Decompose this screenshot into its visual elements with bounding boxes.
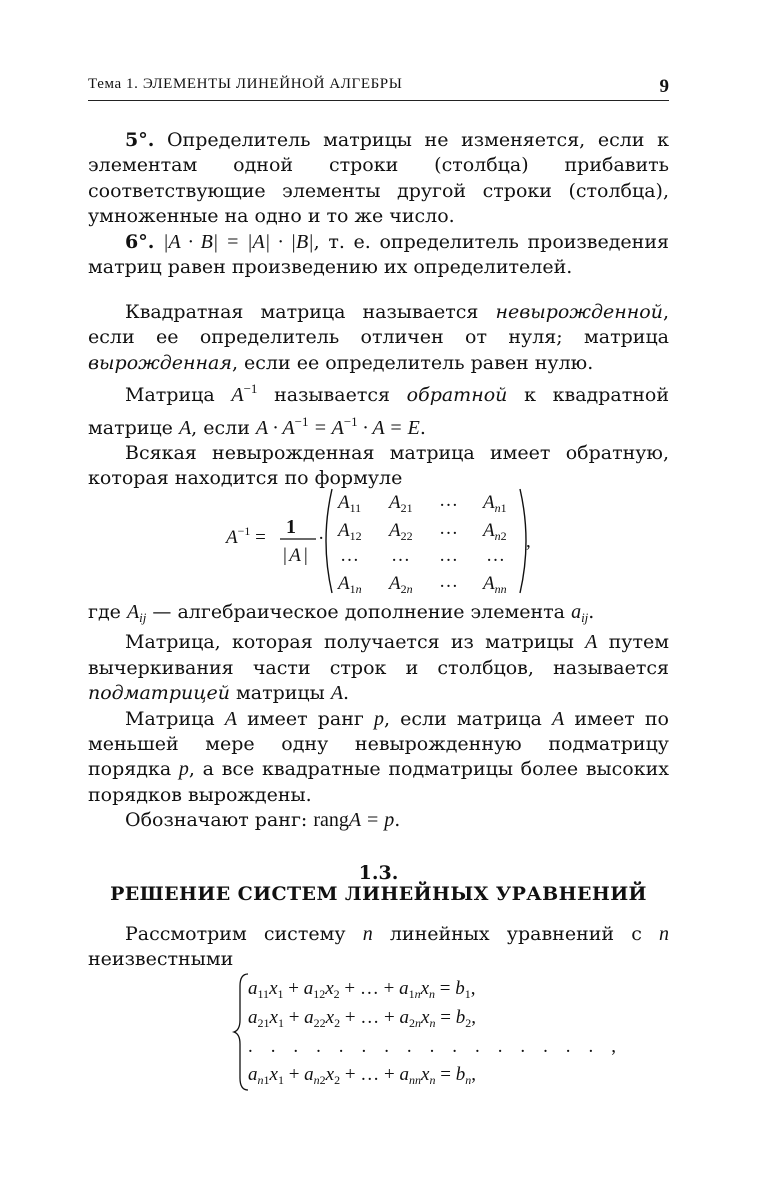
matrix-cell: $A_2n$ bbox=[389, 573, 413, 596]
system-equation-1: $a_{11}x_1 + a_{12}x_2$ + … + $a_1nx_n = b_1$, bbox=[248, 978, 476, 1001]
matrix-cell: … bbox=[439, 545, 458, 566]
page-number: 9 bbox=[659, 76, 669, 97]
matrix-cell: $A_n1$ bbox=[483, 492, 507, 515]
section-number: 1.3. bbox=[358, 862, 399, 884]
running-header bbox=[88, 76, 669, 96]
inverse-definition: Матрица $A^{-1}$ называется обратной к квадратной матрице A, если $A \cdot A^{-1} = A^{-1} \cdot A = E$. bbox=[88, 381, 669, 439]
system-equation-2: $a_{21}x_1 + a_{22}x_2$ + … + $a_2nx_n = b_2$, bbox=[248, 1007, 476, 1030]
header-rule bbox=[88, 100, 669, 101]
system-intro-block bbox=[88, 922, 669, 973]
system-intro: Рассмотрим систему n линейных уравнений с n неизвестными bbox=[88, 923, 669, 971]
nondegenerate-definition: Квадратная матрица называется невырожденной, если ее определитель отличен от нуля; матрица вырожденная, если ее определитель равен нулю. bbox=[88, 301, 669, 374]
rank-notation: Обозначают ранг: rangA = p. bbox=[125, 809, 401, 832]
matrix-cell: $A_1n$ bbox=[338, 573, 362, 596]
matrix-cell: … bbox=[439, 490, 458, 511]
inverse-formula-intro: Всякая невырожденная матрица имеет обратную, которая находится по формуле bbox=[88, 442, 669, 490]
matrix-cell: $A_n2$ bbox=[483, 520, 507, 543]
submatrix-definition: Матрица, которая получается из матрицы A путем вычеркивания части строк и столбцов, называется подматрицей матрицы A. bbox=[88, 631, 670, 705]
inverse-matrix-formula bbox=[226, 481, 556, 601]
linear-system bbox=[234, 970, 623, 1100]
matrix-cell: $A_{22}$ bbox=[389, 520, 413, 543]
matrix-cell: $A_{nn}$ bbox=[483, 573, 507, 596]
definitions-block bbox=[88, 300, 669, 492]
matrix-cell: $A_{12}$ bbox=[338, 520, 362, 543]
formula-numerator: 1 bbox=[286, 516, 296, 538]
cofactor-note: где $A_{ij}$ — алгебраическое дополнение элемента $a_{ij}$. bbox=[88, 601, 595, 625]
properties-block bbox=[88, 128, 669, 280]
system-brace bbox=[234, 974, 248, 1090]
rank-block bbox=[88, 600, 669, 834]
system-equation-n: $a_n1x_1 + a_n2x_2$ + … + $a_{nn}x_n = b_n$, bbox=[248, 1064, 476, 1087]
matrix-entries bbox=[336, 490, 507, 596]
matrix-cell: … bbox=[391, 545, 410, 566]
matrix-left-paren bbox=[326, 489, 332, 593]
property-5: 5°. Определитель матрицы не изменяется, если к элементам одной строки (столбца) прибавить соответствующие элементы другой строки (столбца), умноженные на одно и то же число. bbox=[88, 129, 669, 228]
matrix-cell: … bbox=[486, 545, 505, 566]
matrix-cell: $A_{11}$ bbox=[338, 492, 362, 515]
running-title: Тема 1. ЭЛЕМЕНТЫ ЛИНЕЙНОЙ АЛГЕБРЫ bbox=[88, 76, 403, 92]
matrix-cell: … bbox=[439, 571, 458, 592]
property-6: 6°. |A · B| = |A| · |B|, т. е. определитель произведения матриц равен произведению их определителей. bbox=[88, 230, 669, 279]
matrix-cell: … bbox=[439, 518, 458, 539]
formula-lhs: $A^{-1}$ = bbox=[226, 524, 266, 548]
formula-comma: , bbox=[526, 531, 531, 552]
formula-denominator: | A | bbox=[282, 545, 309, 566]
rank-definition: Матрица A имеет ранг p, если матрица A имеет по меньшей мере одну невырожденную подматрицу порядка p, а все квадратные подматрицы более высоких порядков вырождены. bbox=[88, 707, 669, 806]
system-ellipsis-row: . . . . . . . . . . . . . . . . , bbox=[248, 1036, 623, 1057]
matrix-cell: $A_{21}$ bbox=[389, 492, 413, 515]
matrix-cell: … bbox=[340, 545, 359, 566]
formula-dot: · bbox=[318, 528, 325, 549]
section-title: РЕШЕНИЕ СИСТЕМ ЛИНЕЙНЫХ УРАВНЕНИЙ bbox=[110, 883, 647, 905]
